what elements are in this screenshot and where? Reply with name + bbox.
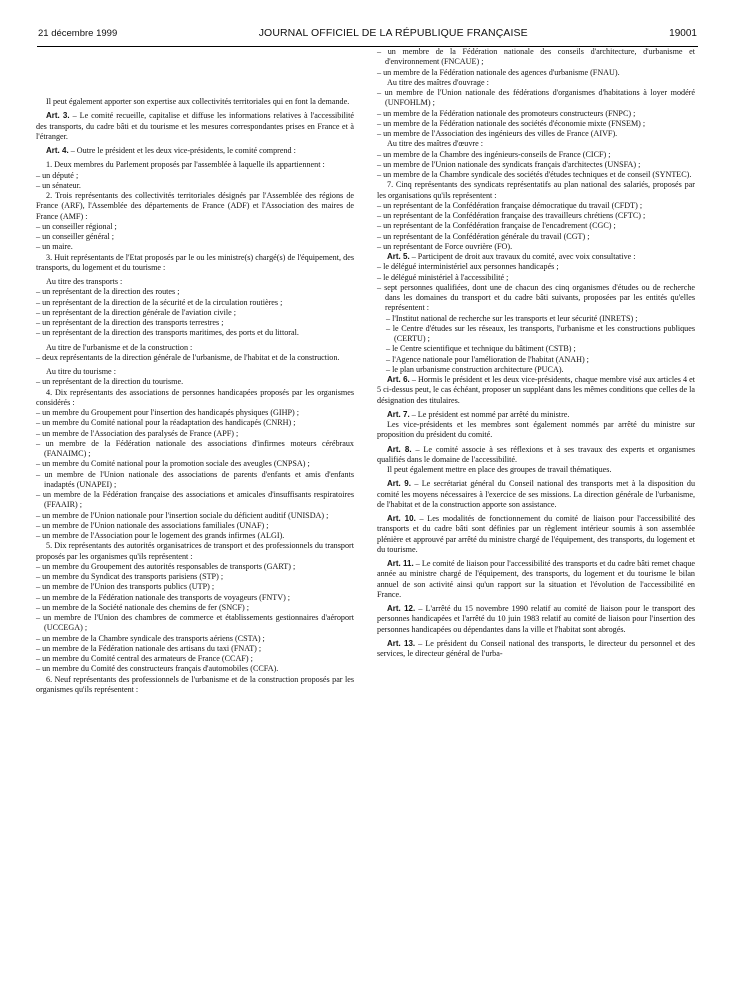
article-text: – Participent de droit aux travaux du comité, avec voix consultative : [409, 252, 636, 261]
list-item: – un membre du Syndicat des transports parisiens (STP) ; [36, 572, 224, 581]
list-item: – un conseiller régional ; [36, 221, 117, 231]
article-label: Art. 8. [387, 444, 412, 454]
list-item: – un membre de l'Union nationale des associations familiales (UNAF) ; [36, 520, 269, 530]
paragraph: 3. Huit représentants de l'Etat proposés par le ou les ministre(s) chargé(s) de l'équipement, des transports, du logement et du tourisme : [36, 252, 354, 272]
article-label: Art. 5. [387, 252, 410, 261]
article-text: – Le comité associe à ses réflexions et à ses travaux des experts et organismes qualifiés dans le domaine de l'accessibilité. [377, 444, 696, 464]
list-item: – un membre du Comité national pour la promotion sociale des aveugles (CNPSA) ; [36, 459, 310, 469]
article-paragraph [377, 514, 695, 555]
list-item: – un membre du Comité des constructeurs français d'automobiles (CCFA). [36, 664, 279, 674]
list-item: – un membre de l'Union nationale des fédérations d'organismes d'habitations à loyer modéré (UNFOHLM) ; [377, 88, 695, 108]
list-item: – deux représentants de la direction générale de l'urbanisme, de l'habitat et de la construction. [36, 352, 340, 362]
article-paragraph [377, 604, 695, 635]
list-item: – un membre de la Chambre syndicale des sociétés d'études techniques et de conseil (SYNTEC). [377, 170, 692, 179]
list-item: – un membre de l'Association pour le logement des grands infirmes (ALGI). [36, 531, 285, 540]
article-label: Art. 11. [387, 559, 414, 568]
list-item: – un maire. [36, 242, 73, 252]
list-item: – un membre du Groupement pour l'insertion des handicapés physiques (GIHP) ; [36, 408, 299, 417]
article-paragraph [377, 375, 695, 406]
list-item: – un membre de la Fédération nationale des sociétés d'économie mixte (FNSEM) ; [377, 118, 646, 128]
article-text: – Le président est nommé par arrêté du ministre. [409, 409, 570, 419]
list-item: – un membre de l'Union nationale pour l'insertion sociale du déficient auditif (UNISDA) ; [36, 510, 329, 520]
paragraph: Il peut également apporter son expertise aux collectivités territoriales qui en font la demande. [46, 97, 350, 106]
article-paragraph [377, 559, 695, 600]
page-header [38, 27, 697, 39]
list-item: – un représentant de la direction des transports maritimes, des ports et du littoral. [36, 328, 299, 338]
left-column [36, 97, 354, 695]
sub-list-item: – le Centre d'études sur les réseaux, les transports, l'urbanisme et les constructions publiques (CERTU) ; [386, 323, 695, 343]
list-item: – un membre du Groupement des autorités responsables de transports (GART) ; [36, 561, 296, 571]
article-text: – Le comité de liaison pour l'accessibilité des transports et du cadre bâti remet chaque année au ministre chargé de l'équipement, des transports, du logement et du tourisme le bilan annuel de son activité ainsi qu'un rapport sur la situation et l'évolution de l'accessibilité en France. [377, 559, 695, 599]
paragraph: 5. Dix représentants des autorités organisatrices de transport et des professionnels du transport proposés par les organismes qu'ils représentent : [36, 541, 354, 561]
article-paragraph [377, 252, 695, 262]
article-label: Art. 13. [387, 638, 416, 648]
list-item: – un représentant de Force ouvrière (FO). [377, 241, 513, 251]
article-label: Art. 7. [387, 409, 410, 419]
right-column [377, 47, 695, 659]
list-item: – un membre de la Fédération nationale des artisans du taxi (FNAT) ; [36, 643, 262, 653]
list-item: – un représentant de la direction du tourisme. [36, 377, 184, 387]
list-item: – le délégué interministériel aux personnes handicapés ; [377, 262, 559, 272]
article-label: Art. 10. [387, 514, 416, 523]
list-item: – un député ; [36, 170, 79, 180]
paragraph: Les vice-présidents et les membres sont également nommés par arrêté du ministre sur proposition du président du comité. [377, 420, 695, 440]
article-paragraph [36, 146, 354, 156]
list-item: – un membre de la Fédération française des associations et amicales d'insuffisants respiratoires (FFAAIR) ; [36, 490, 354, 510]
article-label: Art. 6. [387, 375, 410, 384]
article-paragraph [377, 410, 695, 420]
article-text: – Le président du Conseil national des transports, le directeur du personnel et des services, le directeur général de l'urba- [377, 638, 696, 658]
article-text: – Les modalités de fonctionnement du comité de liaison pour l'accessibilité des transports et du cadre bâti sont définies par un règlement intérieur soumis à son assemblée plénière et approuvé par arrêté du ministre chargé de l'équipement, des transports, du logement et du tourisme. [377, 514, 695, 554]
list-item: – un membre de la Fédération nationale des agences d'urbanisme (FNAU). [377, 67, 620, 77]
list-item: – un membre de l'Association des paralysés de France (APF) ; [36, 428, 239, 438]
list-item: – un conseiller général ; [36, 232, 115, 241]
article-paragraph [377, 479, 695, 510]
article-paragraph [377, 445, 695, 466]
list-item: – un membre de l'Union nationale des syndicats français d'architectes (UNSFA) ; [377, 159, 641, 169]
paragraph: Au titre des maîtres d'ouvrage : [387, 77, 489, 87]
list-item: – un membre de la Fédération nationale des conseils d'architecture, d'urbanisme et d'environnement (FNCAUE) ; [377, 47, 695, 67]
list-item: – un représentant de la direction de la sécurité et de la circulation routières ; [36, 297, 283, 307]
article-paragraph [377, 639, 695, 660]
article-label: Art. 4. [46, 146, 69, 155]
paragraph: Au titre de l'urbanisme et de la construction : [46, 342, 193, 352]
list-item: – un membre de l'Union des chambres de commerce et établissements gestionnaires d'aéroport (UCCEGA) ; [36, 613, 354, 633]
article-text: – Le secrétariat général du Conseil national des transports met à la disposition du comité les moyens nécessaires à l'exercice de ses missions. La direction générale de l'urbanisme, de l'habitat et de la construction apporte son assistance. [377, 479, 696, 509]
list-item: – un membre du Comité central des armateurs de France (CCAF) ; [36, 654, 253, 663]
paragraph: Au titre des maîtres d'œuvre : [387, 139, 484, 149]
article-text: – Outre le président et les deux vice-présidents, le comité comprend : [68, 146, 296, 155]
list-item: – un sénateur. [36, 180, 81, 190]
paragraph: Au titre des transports : [46, 277, 123, 286]
list-item: – un membre de la Chambre syndicale des transports aériens (CSTA) ; [36, 633, 265, 643]
journal-title: JOURNAL OFFICIEL DE LA RÉPUBLIQUE FRANÇAISE [258, 27, 528, 39]
list-item: – un représentant de la Confédération générale du travail (CGT) ; [377, 231, 590, 241]
list-item: – un représentant de la direction des transports terrestres ; [36, 318, 224, 327]
paragraph: 1. Deux membres du Parlement proposés par l'assemblée à laquelle ils appartiennent : [46, 160, 325, 170]
list-item: – un représentant de la Confédération française des travailleurs chrétiens (CFTC) ; [377, 211, 646, 220]
paragraph: Au titre du tourisme : [46, 367, 116, 376]
article-text: – Le comité recueille, capitalise et diffuse les informations relatives à l'accessibilité des transports, du cadre bâti et du tourisme et les mesures correspondantes prises en France et à l'étranger. [36, 111, 355, 141]
sub-list-item: – le Centre scientifique et technique du bâtiment (CSTB) ; [386, 344, 576, 354]
list-item: – un membre de la Fédération nationale des transports de voyageurs (FNTV) ; [36, 592, 291, 602]
article-label: Art. 12. [387, 604, 416, 613]
list-item: – sept personnes qualifiées, dont une de chacun des cinq organismes d'études ou de recherche dans les domaines du transport et du cadre bâti suivants, proposées par les entités qu'elles représentent : [377, 282, 695, 313]
paragraph: 6. Neuf représentants des professionnels de l'urbanisme et de la construction proposés par les organismes qu'ils représentent : [36, 674, 354, 694]
article-text: – Hormis le président et les deux vice-présidents, chaque membre visé aux articles 4 et 5 ci-dessus peut, le cas échéant, proposer un suppléant dans les mêmes conditions que celles de la désignation des titulaires. [377, 375, 696, 405]
list-item: – un membre de la Chambre des ingénieurs-conseils de France (CICF) ; [377, 149, 611, 159]
list-item: – un membre de la Fédération nationale des promoteurs constructeurs (FNPC) ; [377, 108, 636, 118]
page-number: 19001 [669, 28, 697, 39]
paragraph: 4. Dix représentants des associations de personnes handicapées proposés par les organismes considérés : [36, 387, 354, 407]
sub-list-item: – l'Institut national de recherche sur les transports et leur sécurité (INRETS) ; [386, 313, 638, 323]
sub-list-item: – l'Agence nationale pour l'amélioration de l'habitat (ANAH) ; [386, 354, 589, 364]
list-item: – un membre de l'Union des transports publics (UTP) ; [36, 582, 215, 592]
paragraph: 7. Cinq représentants des syndicats représentatifs au plan national des salariés, proposés par les organisations qu'ils représentent : [377, 180, 695, 200]
article-text: – L'arrêté du 15 novembre 1990 relatif au comité de liaison pour le transport des personnes handicapées et l'arrêté du 10 juin 1983 relatif au comité de liaison pour l'insertion des personnes handicapées ou dépendantes dans la ville et l'habitat sont abrogés. [377, 604, 695, 634]
list-item: – un membre de la Société nationale des chemins de fer (SNCF) ; [36, 602, 249, 612]
list-item: – un représentant de la direction des routes ; [36, 287, 180, 297]
list-item: – un représentant de la Confédération française de l'encadrement (CGC) ; [377, 221, 616, 231]
header-date: 21 décembre 1999 [38, 28, 118, 39]
list-item: – un représentant de la direction générale de l'aviation civile ; [36, 307, 236, 317]
article-label: Art. 3. [46, 111, 70, 121]
list-item: – le délégué ministériel à l'accessibilité ; [377, 272, 509, 282]
article-label: Art. 9. [387, 479, 411, 489]
list-item: – un membre de l'Union nationale des associations de parents d'enfants et amis d'enfants inadaptés (UNAPEI) ; [36, 469, 354, 489]
article-paragraph [36, 111, 354, 142]
list-item: – un membre de la Fédération nationale des associations d'infirmes moteurs cérébraux (FANAIMC) ; [36, 438, 354, 458]
list-item: – un membre du Comité national pour la réadaptation des handicapés (CNRH) ; [36, 418, 296, 428]
list-item: – un représentant de la Confédération française démocratique du travail (CFDT) ; [377, 200, 643, 210]
paragraph: 2. Trois représentants des collectivités territoriales désignés par l'Assemblée des régions de France (ARF), l'Assemblée des départements de France (ADF) et l'Association des maires de France (AMF) : [36, 191, 354, 221]
sub-list-item: – le plan urbanisme construction architecture (PUCA). [386, 364, 564, 374]
paragraph: Il peut également mettre en place des groupes de travail thématiques. [387, 465, 612, 474]
list-item: – un membre de l'Association des ingénieurs des villes de France (AIVF). [377, 129, 618, 138]
